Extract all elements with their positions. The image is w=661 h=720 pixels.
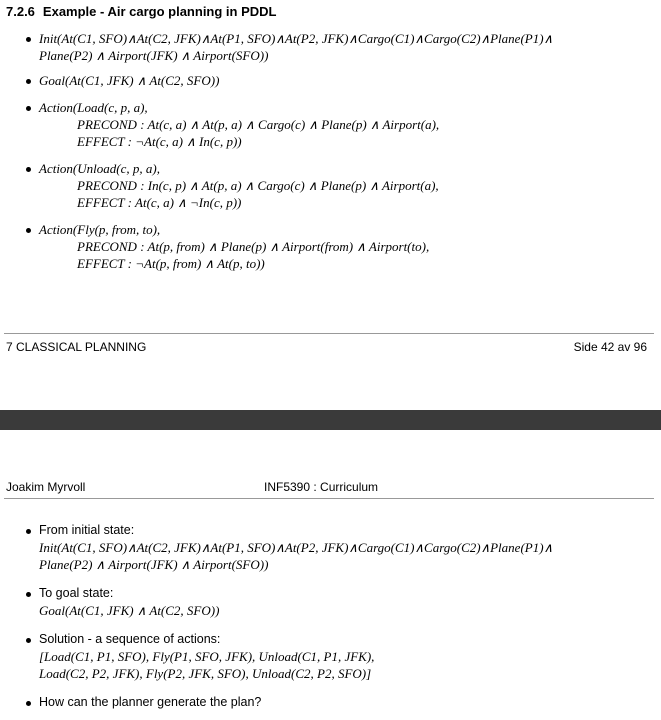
unload-line-2: PRECOND : In(c, p) ∧ At(p, a) ∧ Cargo(c) ∧ Plane(p) ∧ Airport(a), (77, 178, 439, 193)
load-line-1: Action(Load(c, p, a), (39, 100, 148, 115)
solution-label: Solution - a sequence of actions: (39, 632, 221, 646)
fly-line-2: PRECOND : At(p, from) ∧ Plane(p) ∧ Airport(from) ∧ Airport(to), (77, 239, 430, 254)
initial-state-label: From initial state: (39, 523, 135, 537)
fly-line-1: Action(Fly(p, from, to), (39, 222, 161, 237)
unload-line-1: Action(Unload(c, p, a), (39, 161, 160, 176)
list-item-question (26, 694, 656, 711)
footer-page-number: Side 42 av 96 (573, 340, 647, 354)
question-text: How can the planner generate the plan? (39, 695, 262, 709)
section-title (6, 4, 276, 19)
solution-line-1: [Load(C1, P1, SFO), Fly(P1, SFO, JFK), Unload(C1, P1, JFK), (39, 649, 375, 664)
goal-state-label: To goal state: (39, 586, 114, 600)
solution-list (26, 522, 656, 719)
list-item-unload (26, 160, 656, 211)
load-line-2: PRECOND : At(c, a) ∧ At(p, a) ∧ Cargo(c) ∧ Plane(p) ∧ Airport(a), (77, 117, 440, 132)
init-line-2: Plane(P2) ∧ Airport(JFK) ∧ Airport(SFO)) (39, 48, 269, 63)
fly-line-3: EFFECT : ¬At(p, from) ∧ At(p, to)) (77, 256, 265, 271)
footer-chapter: 7 CLASSICAL PLANNING (6, 340, 147, 354)
section-number: 7.2.6 (6, 4, 35, 19)
list-item-init (26, 30, 656, 64)
solution-line-2: Load(C2, P2, JFK), Fly(P2, JFK, SFO), Unload(C2, P2, SFO)] (39, 666, 372, 681)
section-title-text: Example - Air cargo planning in PDDL (42, 4, 277, 19)
footer-divider (4, 333, 654, 334)
list-item-goal-state (26, 585, 656, 619)
pddl-list (26, 30, 656, 280)
list-item-fly (26, 221, 656, 272)
list-item-solution (26, 631, 656, 682)
unload-line-3: EFFECT : At(c, a) ∧ ¬In(c, p)) (77, 195, 242, 210)
init-line-1: Init(At(C1, SFO)∧At(C2, JFK)∧At(P1, SFO)∧At(P2, JFK)∧Cargo(C1)∧Cargo(C2)∧Plane(P1)∧ (39, 31, 554, 46)
header-author: Joakim Myrvoll (6, 480, 86, 494)
initial-state-line-2: Plane(P2) ∧ Airport(JFK) ∧ Airport(SFO)) (39, 557, 269, 572)
goal-line: Goal(At(C1, JFK) ∧ At(C2, SFO)) (39, 73, 220, 88)
page-gutter (0, 410, 661, 430)
goal-state-line: Goal(At(C1, JFK) ∧ At(C2, SFO)) (39, 603, 220, 618)
page-bottom (0, 430, 661, 720)
load-line-3: EFFECT : ¬At(c, a) ∧ In(c, p)) (77, 134, 242, 149)
header-divider (4, 498, 654, 499)
initial-state-line-1: Init(At(C1, SFO)∧At(C2, JFK)∧At(P1, SFO)∧At(P2, JFK)∧Cargo(C1)∧Cargo(C2)∧Plane(P1)∧ (39, 540, 554, 555)
list-item-goal (26, 72, 656, 89)
header-course: INF5390 : Curriculum (264, 480, 379, 494)
list-item-load (26, 99, 656, 150)
list-item-initial-state (26, 522, 656, 573)
